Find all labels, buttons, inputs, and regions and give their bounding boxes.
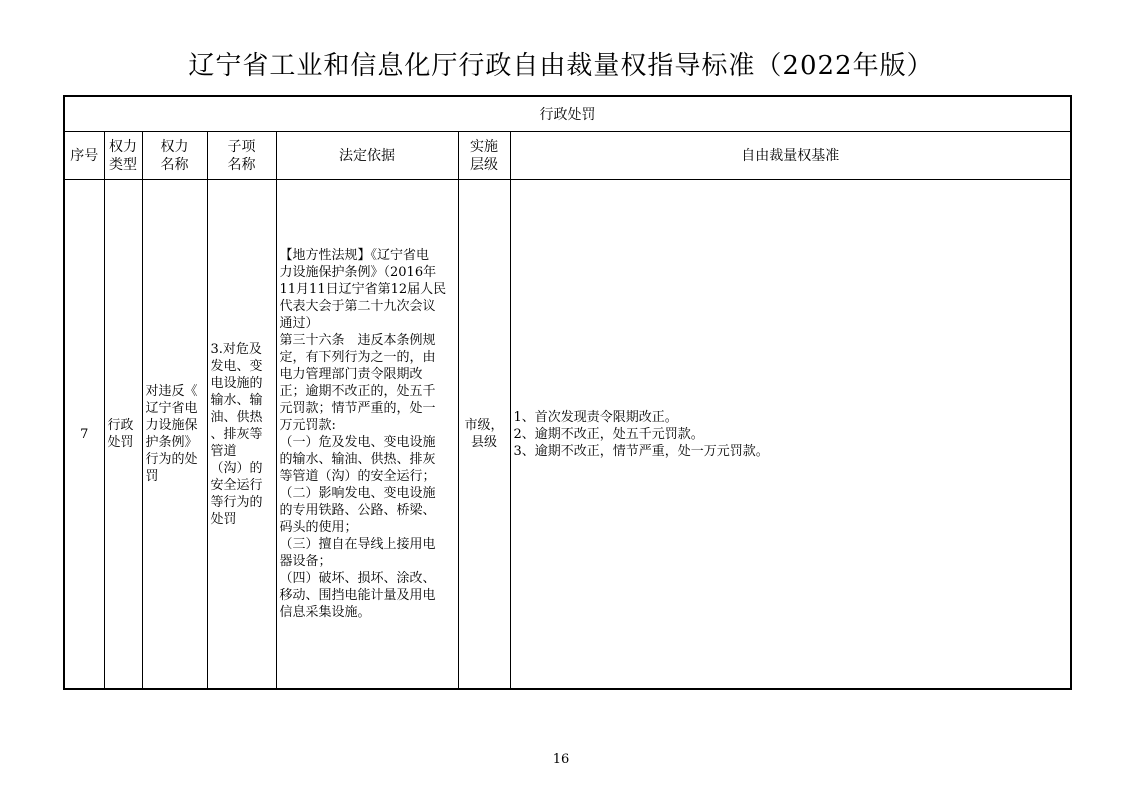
level-text: 市级， 县级 — [464, 418, 504, 450]
standards-table — [63, 95, 1072, 690]
legal-basis-text: 【地方性法规】《辽宁省电 力设施保护条例》（2016年 11月11日辽宁省第12届人民 代表大会于第二十九次会议 通过） 第三十六条 违反本条例规 定，有下列行为之一的，由 电力管理部门责令限期改 正；逾期不改正的，处五千 元罚款；情节严重的，处一 万元罚款: （一）危及发电、变电设施 的输水、输油、供热、排灰 等管道（沟）的安全运行； （二）影响发电、变电设施 的专用铁路、公路、桥梁、 码头的使用； （三）擅自在导线上接用电 器设备； （四）破坏、损坏、涂改、 移动、围挡电能计量及用电 信息采集设施。 — [279, 248, 447, 620]
cell-power-name — [142, 180, 207, 690]
header-power-name-line-2: 名称 — [160, 156, 189, 173]
header-power-type-line-2: 类型 — [109, 156, 137, 173]
header-seq-line-1: 序号 — [70, 147, 99, 164]
criteria-item-1: 1、首次发现责令限期改正。 — [513, 409, 678, 425]
page-number: 16 — [552, 752, 570, 767]
header-sub-item-line-2: 名称 — [227, 156, 256, 173]
header-power-name-line-1: 权力 — [160, 138, 189, 155]
section-label: 行政处罚 — [64, 96, 1071, 132]
criteria-item-3: 3、逾期不改正，情节严重，处一万元罚款。 — [513, 443, 769, 459]
header-legal-basis — [276, 132, 458, 180]
table-row — [64, 180, 1071, 690]
header-power-type — [104, 132, 142, 180]
power-type-text: 行政 处罚 — [107, 418, 134, 450]
header-level-line-1: 实施 — [470, 138, 498, 155]
cell-legal-basis — [276, 180, 458, 690]
cell-criteria — [510, 180, 1071, 690]
header-level — [458, 132, 510, 180]
column-header-row — [64, 132, 1071, 180]
cell-level — [458, 180, 510, 690]
criteria-item-2: 2、逾期不改正，处五千元罚款。 — [513, 426, 704, 442]
header-criteria-line-1: 自由裁量权基准 — [741, 147, 840, 164]
sub-item-text: 3.对危及 发电、变 电设施的 输水、输 油、供热 、排灰等 管道 （沟）的 安全运行 等行为的 处罚 — [210, 341, 263, 527]
cell-sub-item — [207, 180, 276, 690]
header-seq — [64, 132, 104, 180]
section-header-row — [64, 96, 1071, 132]
header-sub-item — [207, 132, 276, 180]
header-legal-basis-line-1: 法定依据 — [339, 147, 395, 164]
header-power-type-line-1: 权力 — [109, 138, 137, 155]
header-criteria — [510, 132, 1071, 180]
power-name-text: 对违反《 辽宁省电 力设施保 护条例》 行为的处 罚 — [145, 384, 198, 484]
cell-seq: 7 — [64, 180, 104, 690]
cell-power-type — [104, 180, 142, 690]
header-sub-item-line-1: 子项 — [227, 138, 256, 155]
document-title: 辽宁省工业和信息化厅行政自由裁量权指导标准（2022年版） — [188, 51, 934, 81]
criteria-list — [511, 409, 1071, 460]
header-level-line-2: 层级 — [470, 156, 498, 173]
header-power-name — [142, 132, 207, 180]
